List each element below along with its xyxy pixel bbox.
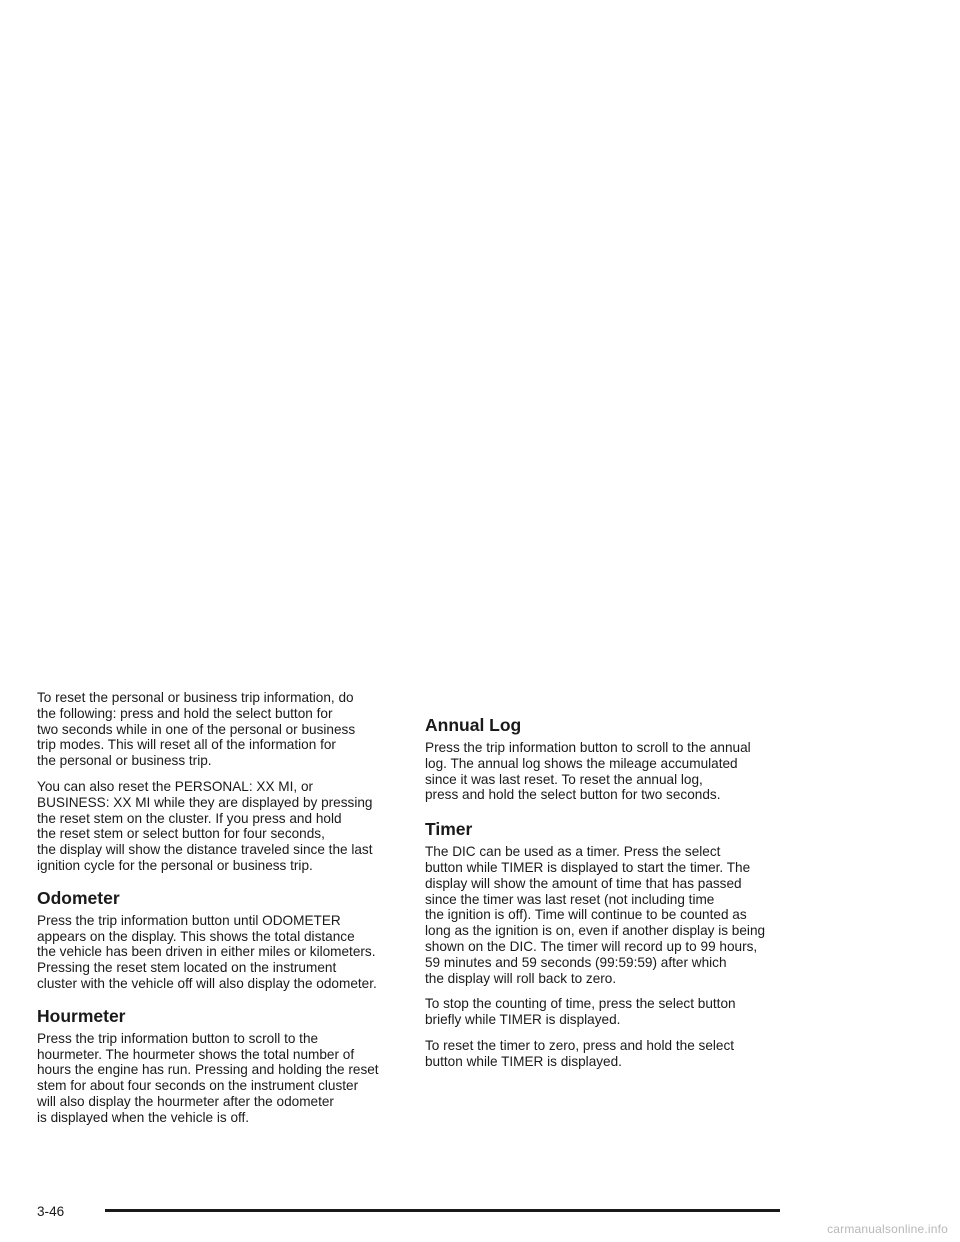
watermark: carmanualsonline.info (827, 1222, 948, 1236)
hourmeter-paragraph: Press the trip information button to scroll to the hourmeter. The hourmeter shows the total number of hours the engine has run. Pressing and holding the reset stem for about four seconds on the instrument cluster will also display the hourmeter after the odometer is displayed when the vehicle is off. (37, 1030, 379, 1125)
odometer-heading: Odometer (37, 887, 120, 908)
trip-reset-paragraph: To reset the personal or business trip information, do the following: press and hold the select button for two seconds while in one of the personal or business trip modes. This will reset all of the information for the personal or business trip. (37, 690, 356, 769)
timer-paragraph-2: To stop the counting of time, press the select button briefly while TIMER is displayed. (425, 996, 736, 1028)
hourmeter-heading: Hourmeter (37, 1005, 126, 1026)
timer-heading: Timer (425, 819, 473, 840)
annual-log-heading: Annual Log (425, 715, 522, 735)
footer-rule (105, 1209, 780, 1212)
page-number: 3-46 (37, 1204, 65, 1219)
left-column (37, 690, 402, 1136)
timer-paragraph-3: To reset the timer to zero, press and hold the select button while TIMER is displayed. (425, 1037, 735, 1069)
odometer-paragraph: Press the trip information button until ODOMETER appears on the display. This shows the total distance the vehicle has been driven in either miles or kilometers. Pressing the reset stem located on the instrument cluster with the vehicle off will also display the odometer. (37, 912, 377, 991)
timer-paragraph-1: The DIC can be used as a timer. Press the select button while TIMER is displayed to start the timer. The display will show the amount of time that has passed since the timer was last reset (not including time the ignition is off). Time will continue to be counted as long as the ignition is on, even if another display is being shown on the DIC. The timer will record up to 99 hours, 59 minutes and 59 seconds (99:59:59) after which the display will roll back to zero. (425, 844, 766, 986)
personal-business-reset-paragraph: You can also reset the PERSONAL: XX MI, or BUSINESS: XX MI while they are displayed by pressing the reset stem on the cluster. If you press and hold the reset stem or select button for four seconds, the display will show the distance traveled since the last ignition cycle for the personal or business trip. (37, 778, 373, 873)
annual-log-paragraph: Press the trip information button to scroll to the annual log. The annual log shows the mileage accumulated since it was last reset. To reset the annual log, press and hold the select button for two seconds. (425, 740, 751, 803)
right-column (425, 715, 790, 1080)
